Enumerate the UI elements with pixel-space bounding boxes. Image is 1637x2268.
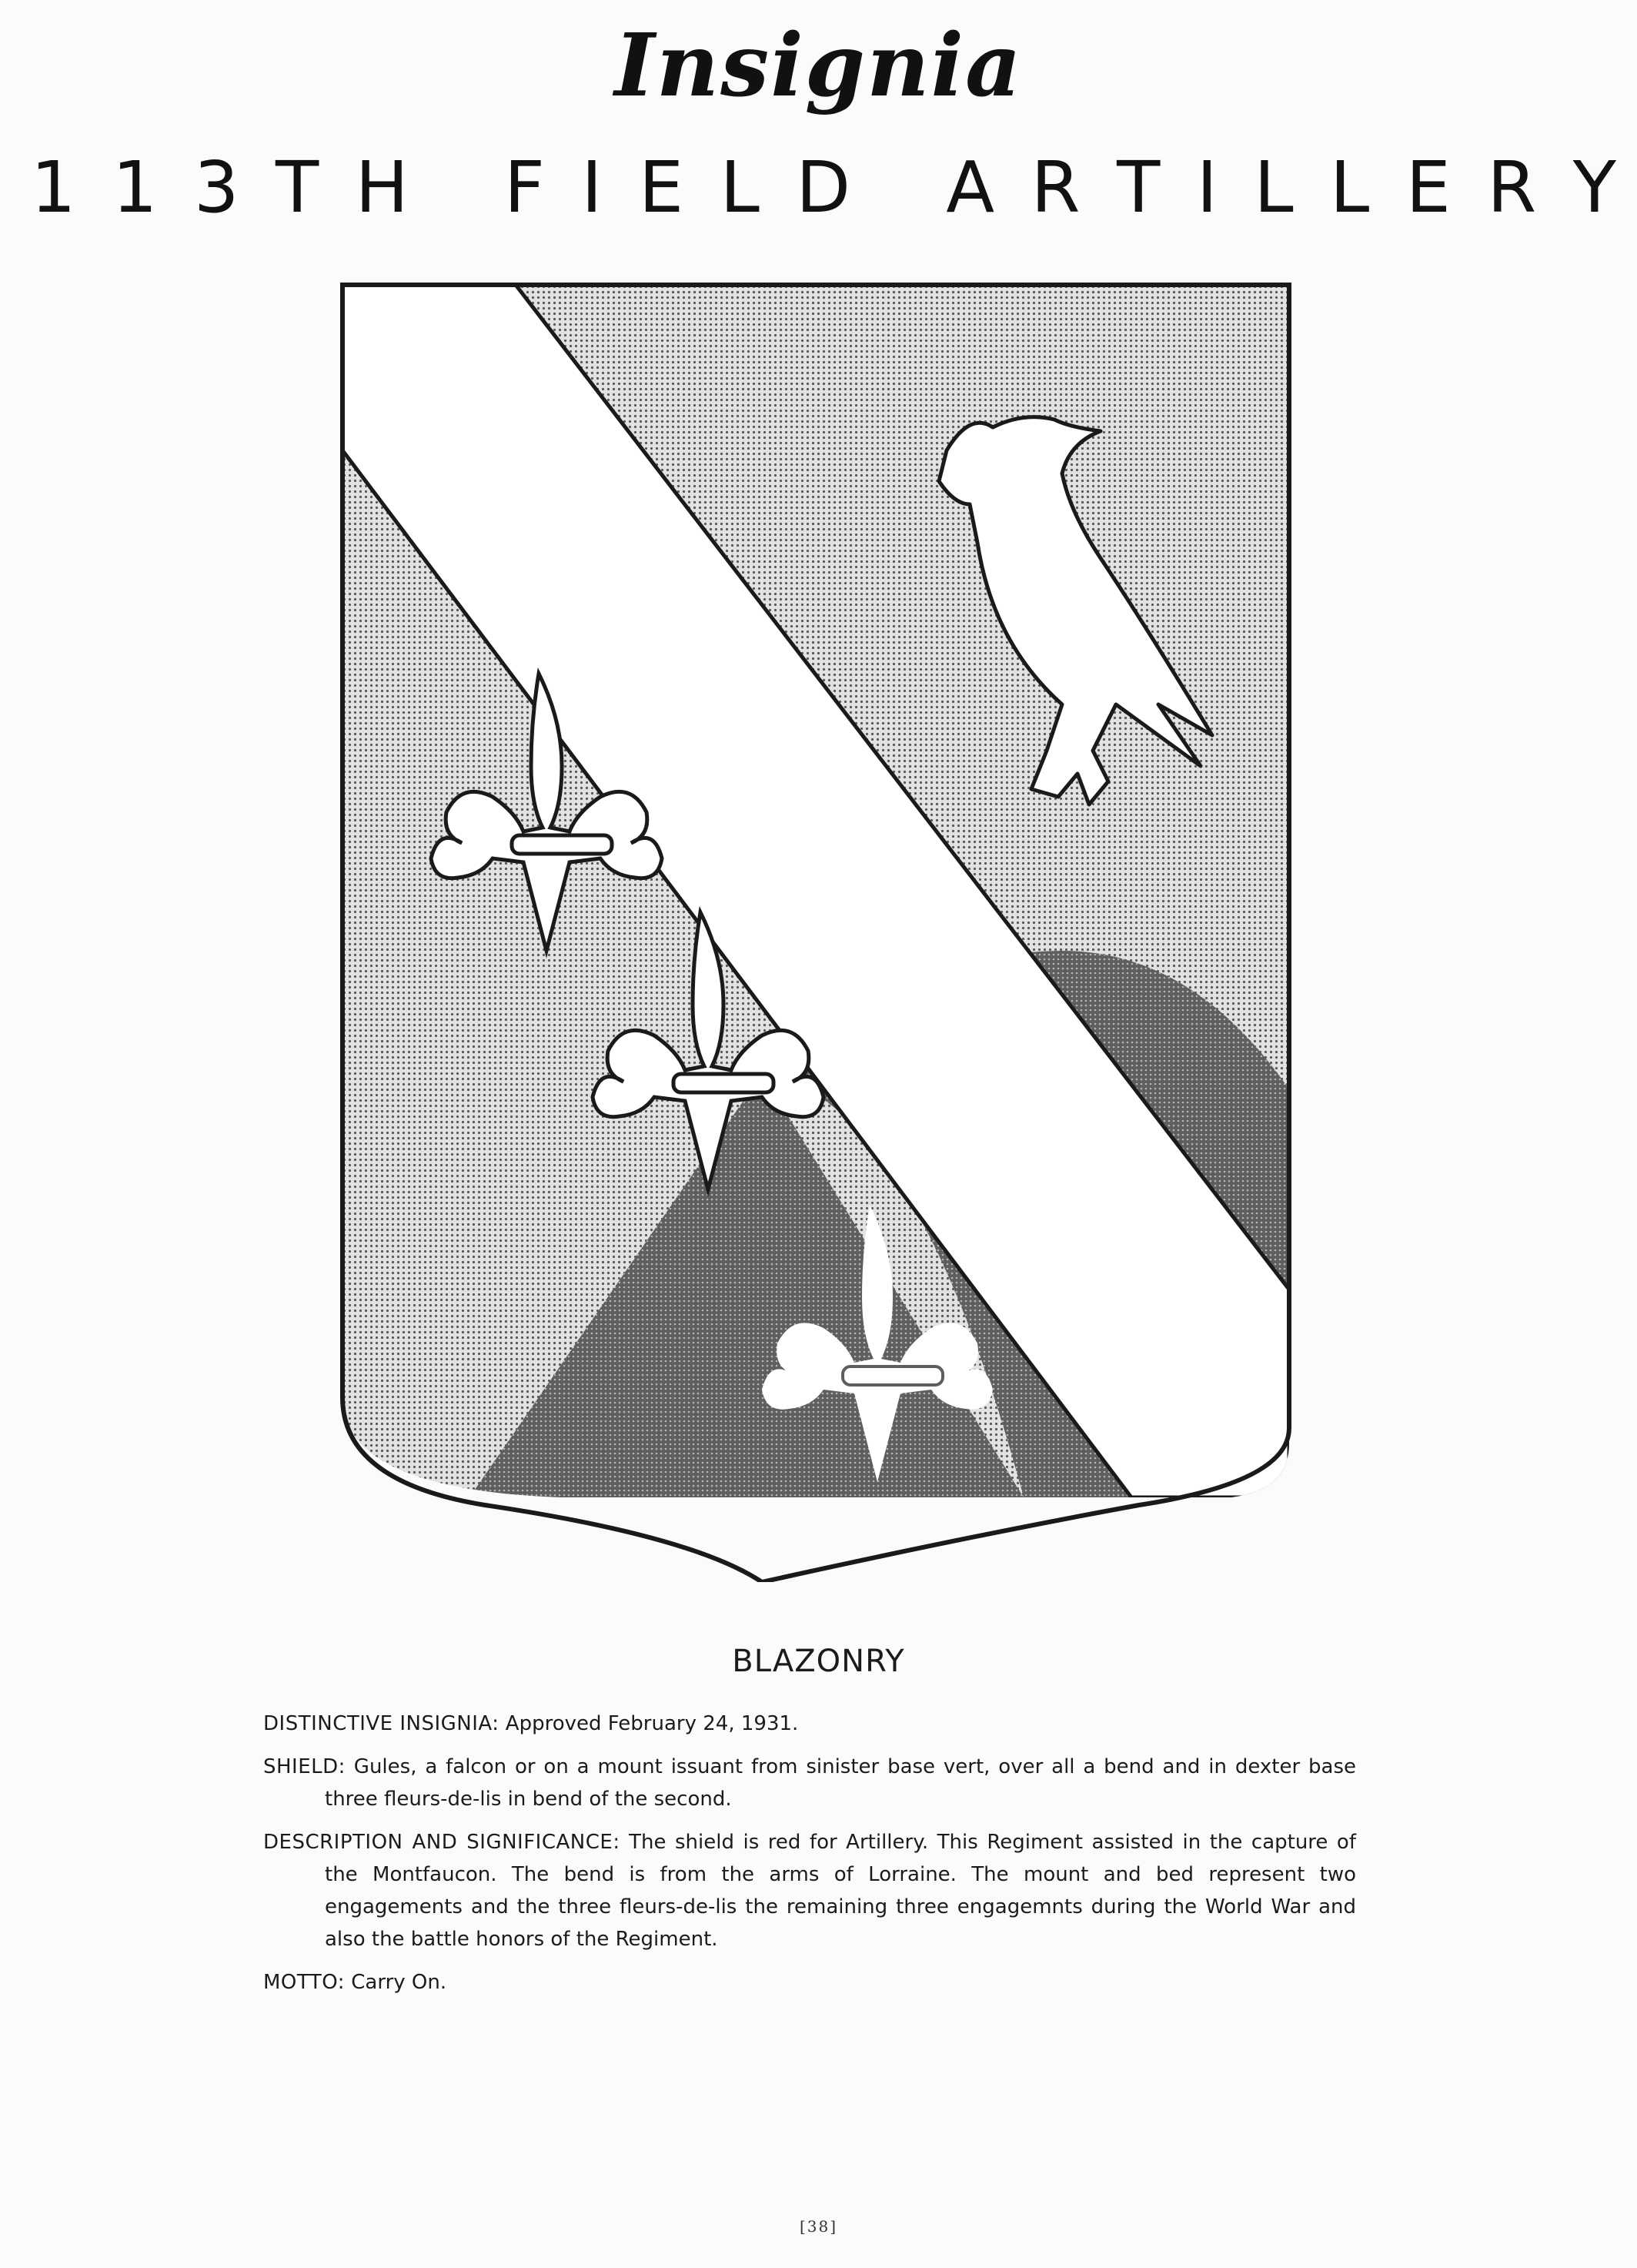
title-letter: L (1254, 146, 1294, 229)
script-title: Insignia (614, 15, 1023, 116)
entry-label: MOTTO: (263, 1971, 345, 1994)
title-letter: T (1117, 146, 1161, 229)
entry-label: SHIELD: (263, 1755, 346, 1778)
title-letter: H (355, 146, 409, 229)
blazonry-entry (263, 1708, 1356, 1740)
coat-of-arms (331, 273, 1301, 1582)
entry-text: Approved February 24, 1931. (505, 1712, 799, 1735)
title-letter: D (796, 146, 851, 229)
title-letter: Y (1572, 146, 1616, 229)
title-letter: L (1330, 146, 1370, 229)
title-letter: I (581, 146, 603, 229)
entry-label: DESCRIPTION AND SIGNIFICANCE: (263, 1831, 620, 1854)
blazonry-list (263, 1708, 1356, 2009)
title-letter: 3 (194, 146, 239, 229)
unit-title (31, 146, 1616, 229)
title-space (445, 146, 467, 229)
entry-text: Carry On. (351, 1971, 447, 1994)
page-number: [38] (799, 2217, 838, 2236)
title-space (887, 146, 910, 229)
title-letter: E (638, 146, 684, 229)
title-letter: R (1487, 146, 1537, 229)
title-letter: I (1196, 146, 1218, 229)
title-letter: 1 (31, 146, 76, 229)
title-letter: E (1405, 146, 1451, 229)
blazonry-entry (263, 1826, 1356, 1955)
title-letter: F (504, 146, 545, 229)
blazonry-entry (263, 1966, 1356, 1999)
title-letter: 1 (112, 146, 158, 229)
title-letter: R (1031, 146, 1081, 229)
entry-label: DISTINCTIVE INSIGNIA: (263, 1712, 499, 1735)
title-letter: L (720, 146, 760, 229)
blazonry-heading: BLAZONRY (732, 1644, 905, 1679)
entry-text: Gules, a falcon or on a mount issuant from sinister base vert, over all a bend and in dexter base three fleurs-de-lis in bend of the second. (325, 1755, 1357, 1811)
entry-text: The shield is red for Artillery. This Regiment assisted in the capture of the Montfaucon. The bend is from the arms of Lorraine. The mount and bed represent two engagements and the three fleurs-de-lis the remaining three engagemnts during the World War and also the battle honors of the Regiment. (325, 1831, 1356, 1951)
blazonry-entry (263, 1751, 1356, 1815)
title-letter: A (946, 146, 995, 229)
title-letter: T (276, 146, 319, 229)
